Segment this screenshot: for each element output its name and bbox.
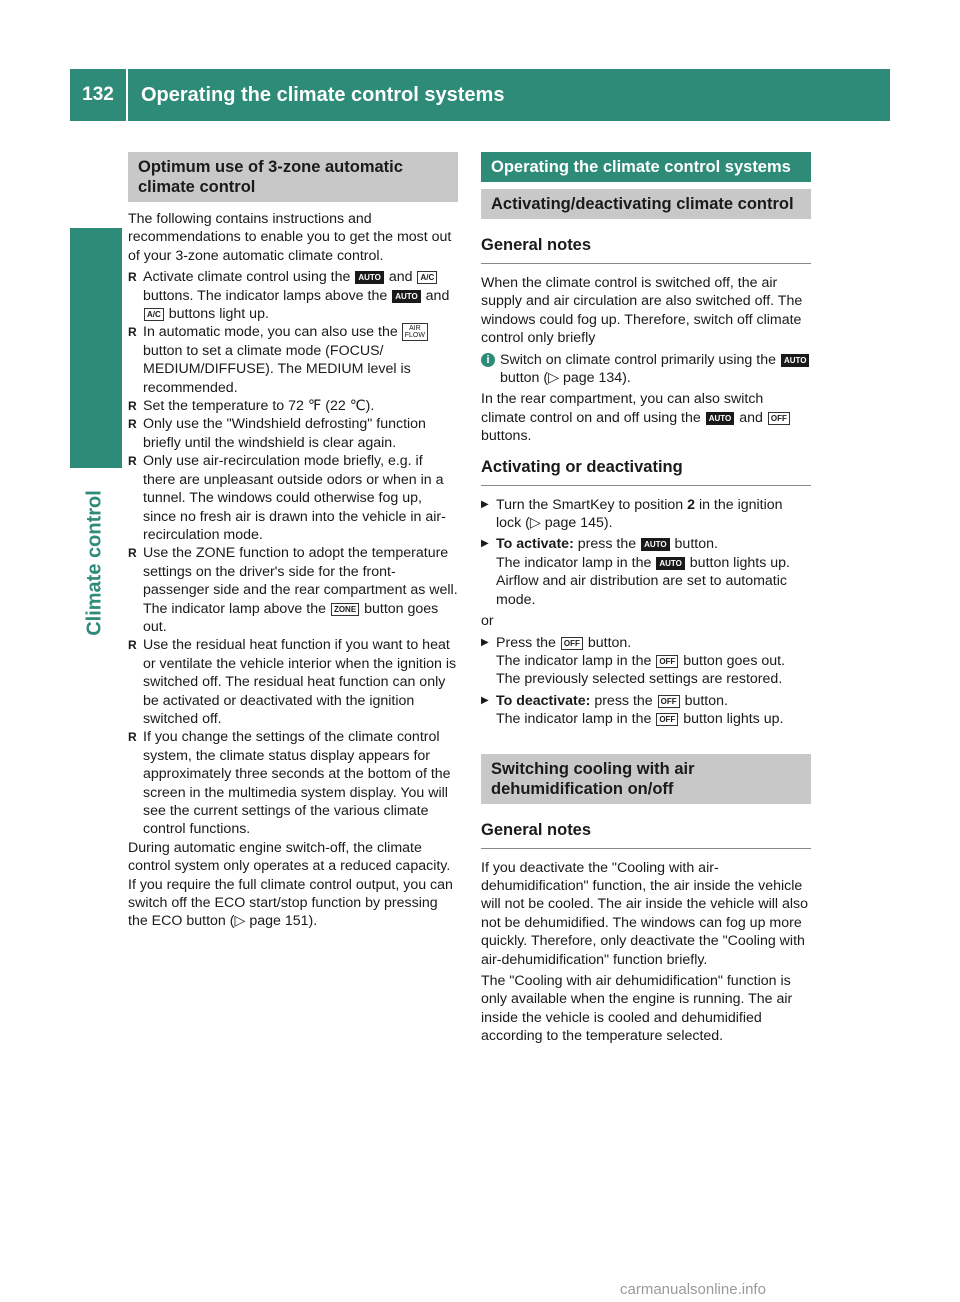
text: Activate climate control using the — [143, 269, 351, 286]
step-label: To deactivate: — [496, 692, 591, 709]
bullet-icon: R — [128, 546, 137, 561]
subheading: General notes — [481, 812, 811, 849]
section-title: Optimum use of 3-zone automatic climate control — [128, 152, 458, 202]
section-title: Activating/deactivating climate control — [481, 189, 811, 219]
list-item — [128, 268, 458, 323]
list-item — [128, 728, 458, 838]
list-item — [128, 323, 458, 397]
watermark: carmanualsonline.info — [620, 1281, 766, 1298]
arrow-icon: ▶ — [481, 636, 489, 648]
section-title: Switching cooling with air dehumidification on/off — [481, 754, 811, 804]
side-tab-label: Climate control — [83, 490, 106, 636]
text: Set the temperature to 72 ℉ (22 ℃). — [143, 398, 375, 415]
text: press the — [594, 692, 653, 709]
auto-button-icon: AUTO — [781, 354, 810, 367]
text: Switch on climate control primarily using the — [500, 351, 776, 368]
ac-button-icon: A/C — [417, 271, 437, 284]
text: If you change the settings of the climate control system, the climate status display appears for approximately three seconds at the bottom of the screen in the multimedia system display. You will see the current settings of the various climate control functions. — [143, 729, 451, 838]
subheading: General notes — [481, 227, 811, 264]
bullet-icon: R — [128, 454, 137, 469]
paragraph: If you deactivate the "Cooling with air-dehumidification" function, the air inside the vehicle will not be cooled. The air inside the vehicle will also not be dehumidified. The windows can fog up more quickly. Therefore, only deactivate the "Cooling with air-dehumidification" function briefly. — [481, 859, 809, 968]
text: and — [425, 287, 450, 304]
info-icon: i — [481, 353, 495, 367]
right-column — [481, 152, 811, 1049]
text: button goes out. — [143, 600, 439, 635]
arrow-icon: ▶ — [481, 694, 489, 706]
text: buttons light up. — [168, 306, 269, 323]
text: In automatic mode, you can also use the — [143, 324, 398, 341]
zone-button-icon: ZONE — [331, 603, 359, 616]
text: Turn the SmartKey to position — [496, 496, 684, 513]
text: buttons. The indicator lamps above the — [143, 287, 388, 304]
auto-button-icon: AUTO — [641, 538, 670, 551]
auto-button-icon: AUTO — [355, 271, 384, 284]
arrow-icon: ▶ — [481, 538, 489, 550]
bullet-icon: R — [128, 730, 137, 745]
text: The indicator lamp in the — [496, 652, 652, 669]
auto-button-icon: AUTO — [392, 290, 421, 303]
text: Only use the "Windshield defrosting" function briefly until the windshield is clear again. — [143, 416, 426, 451]
page-title: Operating the climate control systems — [141, 83, 505, 106]
off-button-icon: OFF — [656, 713, 678, 726]
auto-button-icon: AUTO — [656, 557, 685, 570]
text: button goes out. The previously selected settings are restored. — [496, 652, 786, 688]
intro-paragraph: The following contains instructions and recommendations to enable you to get the most out of your 3-zone automatic climate control. — [128, 211, 452, 264]
text: In the rear compartment, you can also switch climate control on and off using the — [481, 391, 764, 426]
step-label: To activate: — [496, 536, 574, 553]
header-divider — [126, 69, 128, 121]
bullet-icon: R — [128, 417, 137, 432]
step-item — [481, 634, 811, 689]
text: buttons. — [481, 428, 532, 445]
paragraph — [481, 390, 811, 445]
list-item — [128, 397, 458, 415]
bullet-icon: R — [128, 399, 137, 414]
info-note — [481, 351, 811, 388]
off-button-icon: OFF — [656, 655, 678, 668]
list-item — [128, 415, 458, 452]
text: Use the residual heat function if you want to heat or ventilate the vehicle interior when the ignition is switched off. The residual heat function can only be activated or deactivated with the ignition switched off. — [143, 637, 457, 727]
off-button-icon: OFF — [561, 637, 583, 650]
text: button lights up. Airflow and air distribution are set to automatic mode. — [496, 554, 790, 608]
step-item — [481, 496, 811, 533]
list-item — [128, 452, 458, 544]
auto-button-icon: AUTO — [706, 412, 735, 425]
text: and — [739, 409, 763, 426]
bullet-icon: R — [128, 270, 137, 285]
icon-text: AIR — [408, 325, 421, 333]
text: The indicator lamp in the — [496, 711, 652, 728]
text: Press the — [496, 634, 556, 651]
paragraph: When the climate control is switched off, the air supply and air circulation are also switched off. The windows could fog up. Therefore, switch off climate control only briefly — [481, 275, 803, 347]
or-text: or — [481, 613, 494, 630]
arrow-icon: ▶ — [481, 498, 489, 510]
side-color-block — [70, 228, 122, 468]
icon-text: FLOW — [404, 332, 425, 340]
off-button-icon: OFF — [658, 695, 680, 708]
text: The indicator lamp in the — [496, 554, 652, 571]
text: in the ignition lock (▷ page 145). — [496, 496, 783, 532]
step-item — [481, 692, 811, 729]
text: button. — [684, 692, 728, 709]
ac-button-icon: A/C — [144, 308, 164, 321]
subheading: Activating or deactivating — [481, 449, 811, 486]
section-title: Operating the climate control systems — [481, 152, 811, 182]
step-item — [481, 535, 811, 609]
text: button. — [587, 634, 632, 651]
bullet-icon: R — [128, 325, 137, 340]
page-number: 132 — [82, 84, 114, 105]
bullet-icon: R — [128, 638, 137, 653]
paragraph: The "Cooling with air dehumidification" function is only available when the engine is running. The air inside the vehicle is cooled and dehumidified according to the temperature selected. — [481, 972, 793, 1045]
air-flow-button-icon — [402, 323, 428, 341]
text: Only use air-recirculation mode briefly, e.g. if there are unpleasant outside odors or when in a tunnel. The windows could otherwise fog up, since no fresh air is drawn into the vehicle in air-recirculation mode. — [143, 453, 446, 543]
text: button. — [674, 536, 718, 553]
list-item — [128, 636, 458, 728]
text: button (▷ page 134). — [500, 370, 631, 387]
text: and — [388, 269, 413, 286]
off-button-icon: OFF — [768, 412, 790, 425]
text: 2 — [687, 496, 695, 513]
list-item — [128, 544, 458, 636]
text: button lights up. — [683, 711, 784, 728]
text: button to set a climate mode (FOCUS/ MEDIUM/DIFFUSE). The MEDIUM level is recommended. — [143, 342, 411, 396]
outro-paragraph: During automatic engine switch-off, the climate control system only operates at a reduced capacity. If you require the full climate control output, you can switch off the ECO start/stop function by pressing the ECO button (▷ page 151). — [128, 839, 453, 930]
text: press the — [577, 536, 637, 553]
text: Use the ZONE function to adopt the temperature settings on the driver's side for the front-passenger side and the rear compartment as well. The indicator lamp above the — [143, 545, 458, 617]
left-column — [128, 152, 458, 934]
